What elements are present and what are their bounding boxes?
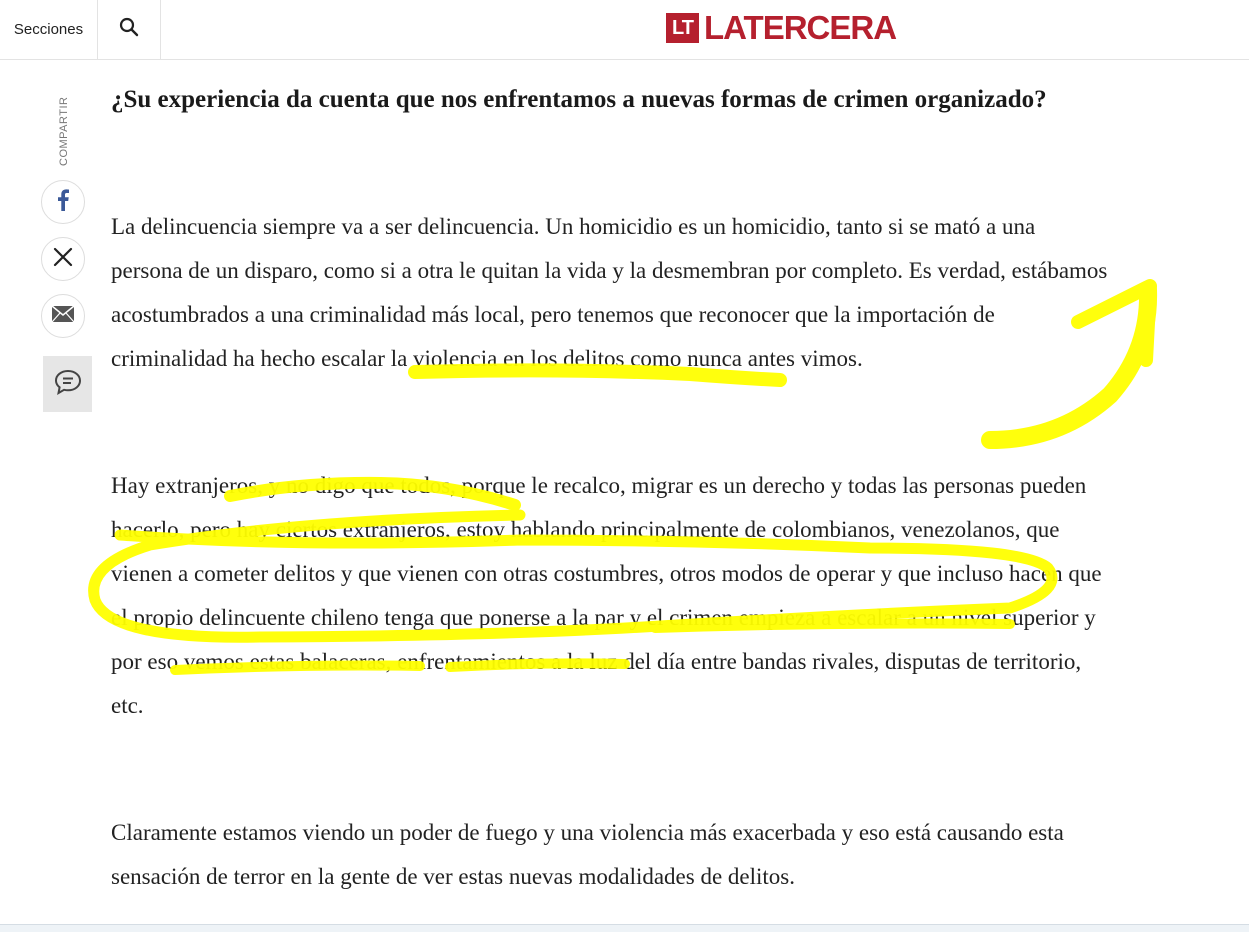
email-icon [51, 305, 75, 328]
site-logo[interactable] [666, 11, 896, 45]
interview-question: ¿Su experiencia da cuenta que nos enfrentamos a nuevas formas de crimen organizado? [111, 86, 1047, 113]
x-share-button[interactable] [41, 237, 85, 281]
facebook-share-button[interactable] [41, 180, 85, 224]
article-paragraph: La delincuencia siempre va a ser delincuencia. Un homicidio es un homicidio, tanto si se mató a una persona de un disparo, como si a otra le quitan la vida y la desmembran por completo. Es verdad, estábamos acostumbrados a una criminalidad más local, pero tenemos que reconocer que la importación de criminalidad ha hecho escalar la violencia en los delitos como nunca antes vimos. [111, 214, 1108, 371]
facebook-icon [56, 189, 70, 216]
comments-button[interactable] [43, 356, 92, 412]
x-icon [53, 247, 73, 272]
article-paragraph: Hay extranjeros, y no digo que todos, porque le recalco, migrar es un derecho y todas las personas pueden hacerlo, pero hay ciertos extranjeros, estoy hablando principalmente de colombianos, venezolanos, que vienen a cometer delitos y que vienen con otras costumbres, otros modos de operar y que incluso hacen que el propio delincuente chileno tenga que ponerse a la par y el crimen empieza a escalar a un nivel superior y por eso vemos estas balaceras, enfrentamientos a la luz del día entre bandas rivales, disputas de territorio, etc. [111, 473, 1102, 718]
article-paragraph: Claramente estamos viendo un poder de fuego y una violencia más exacerbada y eso está causando esta sensación de terror en la gente de ver estas nuevas modalidades de delitos. [111, 820, 1064, 889]
top-bar [0, 0, 1249, 60]
search-button[interactable] [98, 0, 161, 59]
email-share-button[interactable] [41, 294, 85, 338]
logo-wordmark: LATERCERA [704, 9, 897, 46]
article-body [111, 78, 1111, 889]
sections-button[interactable]: Secciones [0, 0, 98, 59]
comment-icon [54, 369, 82, 400]
share-label: COMPARTIR [58, 96, 70, 166]
search-icon [119, 17, 139, 42]
logo-badge: LT [666, 13, 699, 43]
